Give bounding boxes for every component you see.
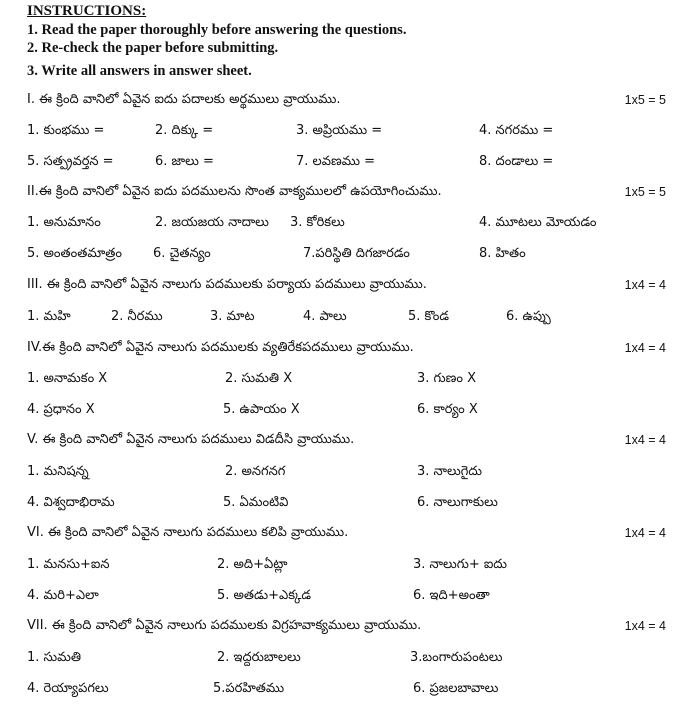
instruction-3: 3. Write all answers in answer sheet.: [27, 63, 252, 79]
question-item: 6. నాలుగాకులు: [417, 495, 498, 510]
question-item: 4. పాలు: [303, 309, 347, 324]
section-5-heading-line: [27, 428, 666, 452]
section-7-row-1: [27, 646, 666, 670]
question-item: 4. ప్రధానం X: [27, 402, 95, 417]
section-heading: IV.ఈ క్రింది వానిలో ఏవైన నాలుగు పదములకు వ్యతిరేకపదములు వ్రాయుము.: [27, 340, 414, 355]
section-4-row-2: [27, 398, 666, 422]
question-item: 3. గుణం X: [417, 371, 476, 386]
question-item: 2. దిక్కు =: [155, 123, 214, 138]
section-marks: 1x4 = 4: [624, 619, 666, 633]
question-item: 1. అనామకం X: [27, 371, 108, 386]
instruction-1: 1. Read the paper thoroughly before answering the questions.: [27, 22, 407, 38]
section-heading: I. ఈ క్రింది వానిలో ఏవైన ఐదు పదాలకు అర్థములు వ్రాయుము.: [27, 92, 341, 107]
question-item: 3. అప్రియము =: [296, 123, 383, 138]
section-marks: 1x5 = 5: [624, 185, 666, 199]
section-4-heading-line: [27, 336, 666, 360]
instruction-2: 2. Re-check the paper before submitting.: [27, 40, 279, 56]
question-item: 3. నాలుగైదు: [417, 464, 483, 479]
question-item: 3. నాలుగు+ ఐదు: [413, 557, 507, 572]
question-item: 4. మూటలు మోయడం: [479, 215, 597, 230]
section-7-row-2: [27, 677, 666, 701]
question-item: 1. మనసు+ఐన: [27, 557, 110, 572]
section-3-heading-line: [27, 273, 666, 297]
question-item: 4. రెయ్యాపగలు: [27, 681, 109, 696]
question-item: 2. జయజయ నాదాలు: [155, 215, 269, 230]
question-item: 6. జాలు =: [155, 154, 214, 169]
section-6-heading-line: [27, 521, 666, 545]
question-item: 3. మాట: [210, 309, 255, 324]
question-item: 3. కోరికలు: [290, 215, 345, 230]
section-7-heading-line: [27, 614, 666, 638]
question-item: 5. సత్ప్రవర్తన =: [27, 154, 114, 169]
question-item: 4. నగరము =: [479, 123, 554, 138]
section-6-row-2: [27, 584, 666, 608]
question-item: 2. నీరము: [111, 309, 163, 324]
question-item: 6. ఇది+అంతా: [413, 588, 490, 603]
question-item: 4. మరి+ఎలా: [27, 588, 99, 603]
section-marks: 1x4 = 4: [624, 433, 666, 447]
question-item: 2. సుమతి X: [225, 371, 293, 386]
question-item: 5.పరహితము: [213, 681, 285, 696]
question-item: 6. ఉప్పు: [506, 309, 551, 324]
question-item: 6. ప్రజలబావాలు: [413, 681, 499, 696]
question-item: 5. ఉపాయం X: [223, 402, 300, 417]
question-item: 2. అనగనగ: [225, 464, 286, 479]
section-marks: 1x4 = 4: [624, 341, 666, 355]
question-item: 6. చైతన్యం: [153, 246, 211, 261]
question-item: 2. ఇద్దరుబాలలు: [217, 650, 301, 665]
question-item: 5. అంతంతమాత్రం: [27, 246, 122, 261]
instructions-title: INSTRUCTIONS:: [27, 3, 147, 19]
question-item: 1. మనిషన్న: [27, 464, 89, 479]
question-item: 7. లవణము =: [296, 154, 376, 169]
question-item: 1. మహి: [27, 309, 71, 324]
section-1-row-2: [27, 150, 666, 174]
question-item: 5. కొండ: [408, 309, 449, 324]
section-4-row-1: [27, 367, 666, 391]
question-item: 6. కార్యం X: [417, 402, 478, 417]
question-item: 1. కుంభము =: [27, 123, 105, 138]
section-heading: VII. ఈ క్రింది వానిలో ఏవైన నాలుగు పదములకు విగ్రహవాక్యములు వ్రాయుము.: [27, 618, 422, 633]
section-1-heading-line: [27, 88, 666, 112]
section-5-row-1: [27, 460, 666, 484]
question-item: 5. ఏమంటివి: [223, 495, 289, 510]
question-item: 8. హితం: [479, 246, 526, 261]
section-2-row-1: [27, 211, 666, 235]
section-heading: VI. ఈ క్రింది వానిలో ఏవైన నాలుగు పదములు కలిపి వ్రాయుము.: [27, 525, 349, 540]
question-item: 4. విశ్వదాభిరామ: [27, 495, 115, 510]
section-6-row-1: [27, 553, 666, 577]
section-5-row-2: [27, 491, 666, 515]
section-marks: 1x4 = 4: [624, 278, 666, 292]
section-heading: III. ఈ క్రింది వానిలో ఏవైన నాలుగు పదములకు పర్యాయ పదములు వ్రాయుము.: [27, 277, 427, 292]
section-1-row-1: [27, 119, 666, 143]
question-item: 7.పరిస్థితి దిగజారడం: [303, 246, 410, 261]
section-2-row-2: [27, 242, 666, 266]
section-heading: V. ఈ క్రింది వానిలో ఏవైన నాలుగు పదములు విడదీసి వ్రాయుము.: [27, 432, 355, 447]
question-item: 2. అది+ఏట్లా: [217, 557, 288, 572]
section-marks: 1x5 = 5: [624, 93, 666, 107]
question-item: 3.బంగారుపంటలు: [410, 650, 503, 665]
section-marks: 1x4 = 4: [624, 526, 666, 540]
section-2-heading-line: [27, 180, 666, 204]
question-item: 1. సుమతి: [27, 650, 82, 665]
question-item: 8. దండాలు =: [479, 154, 554, 169]
section-heading: II.ఈ క్రింది వానిలో ఏవైన ఐదు పదములను సొంత వాక్యములలో ఉపయోగించుము.: [27, 184, 442, 199]
question-item: 5. అతడు+ఎక్కడ: [217, 588, 311, 603]
section-3-row-1: [27, 305, 666, 329]
question-item: 1. అనుమానం: [27, 215, 101, 230]
